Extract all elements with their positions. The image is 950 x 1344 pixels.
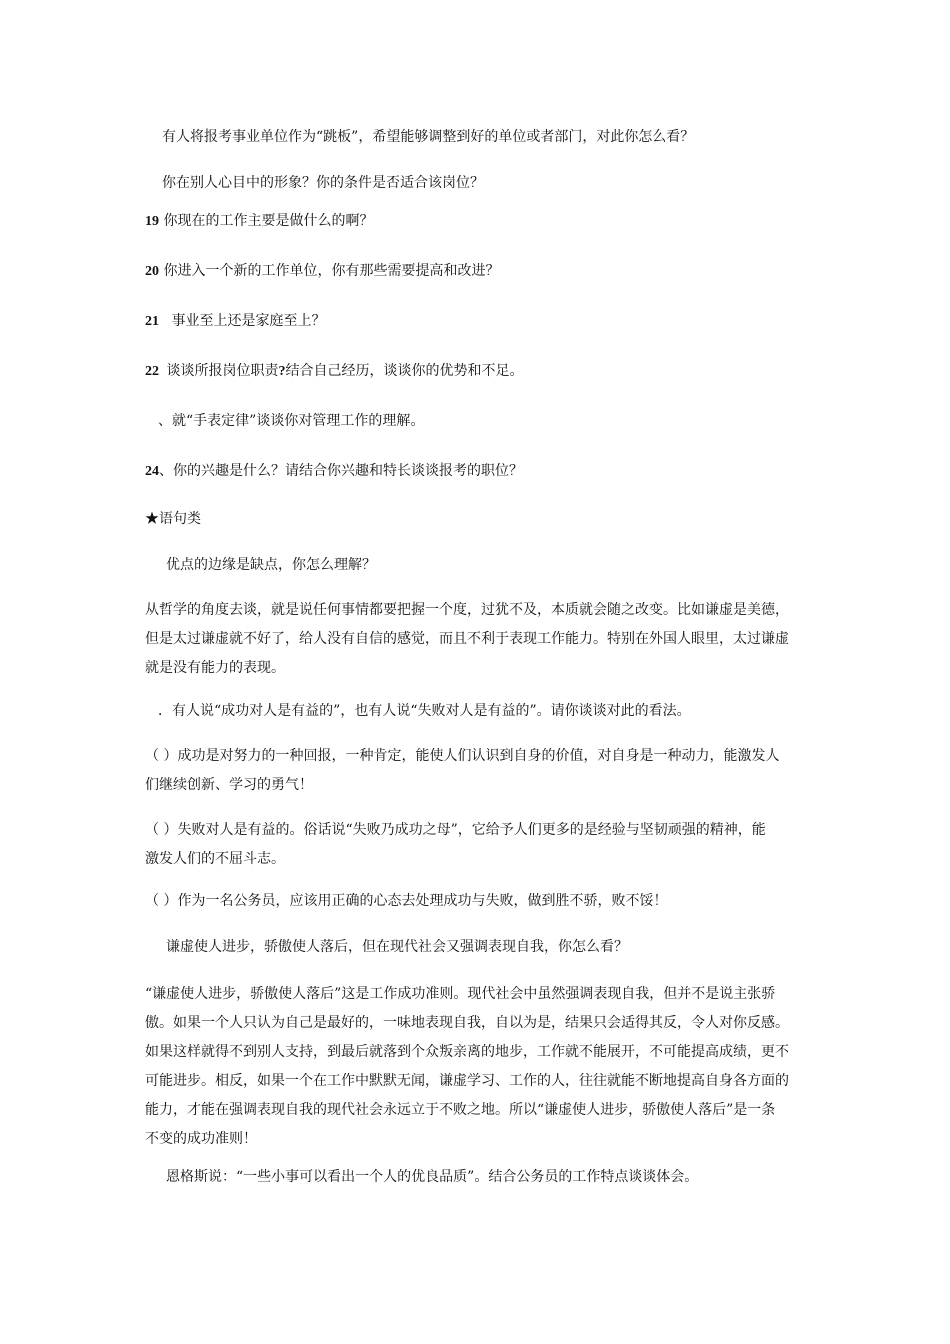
question-text: 事业至上还是家庭至上？: [171, 313, 326, 329]
answer-line-conclusion: （ ）作为一名公务员，应该用正确的心态去处理成功与失败，做到胜不骄，败不馁！: [145, 893, 668, 909]
question-text-rest: 结合自己经历，谈谈你的优势和不足。: [285, 363, 524, 379]
question-22: [145, 360, 523, 383]
paragraph-line: 傲。如果一个人只认为自己是最好的，一味地表现自我，自以为是，结果只会适得其反，令人对你反感。: [145, 1015, 789, 1031]
paragraph-line: 就是没有能力的表现。: [145, 660, 285, 676]
question-image: 你在别人心目中的形象？你的条件是否适合该岗位？: [162, 175, 484, 191]
paragraph-line: （ ）失败对人是有益的。俗话说“失败乃成功之母”，它给予人们更多的是经验与坚韧顽强的精神，能: [145, 822, 766, 838]
answer-paragraph-4: [145, 980, 810, 1154]
question-number: 20: [145, 264, 159, 279]
section-heading: ★语句类: [145, 511, 201, 527]
question-number: 24: [145, 464, 159, 479]
question-springboard: 有人将报考事业单位作为“跳板”，希望能够调整到好的单位或者部门，对此你怎么看？: [162, 129, 695, 145]
question-number: 19: [145, 214, 159, 229]
question-text: 、你的兴趣是什么？请结合你兴趣和特长谈谈报考的职位？: [159, 463, 523, 479]
answer-paragraph-2: [145, 742, 810, 800]
answer-paragraph-1: [145, 596, 810, 683]
paragraph-line: “谦虚使人进步，骄傲使人落后”这是工作成功准则。现代社会中虽然强调表现自我，但并不是说主张骄: [145, 986, 776, 1002]
paragraph-line: 不变的成功准则！: [145, 1131, 257, 1147]
statement-question-1: 优点的边缘是缺点，你怎么理解？: [166, 557, 376, 573]
paragraph-line: 们继续创新、学习的勇气！: [145, 777, 313, 793]
statement-question-4: 恩格斯说：“一些小事可以看出一个人的优良品质”。结合公务员的工作特点谈谈体会。: [166, 1169, 699, 1185]
question-text: 你进入一个新的工作单位，你有那些需要提高和改进？: [163, 263, 500, 279]
paragraph-line: 如果这样就得不到别人支持，到最后就落到个众叛亲离的地步，工作就不能展开，不可能提高成绩，更不: [145, 1044, 789, 1060]
question-number: 21: [145, 314, 159, 329]
paragraph-line: 从哲学的角度去谈，就是说任何事情都要把握一个度，过犹不及，本质就会随之改变。比如谦虚是美德，: [145, 602, 789, 618]
question-23: 、就“手表定律”谈谈你对管理工作的理解。: [158, 413, 425, 429]
question-text: 谈谈所报岗位职责: [166, 363, 279, 379]
paragraph-line: 但是太过谦虚就不好了，给人没有自信的感觉，而且不利于表现工作能力。特别在外国人眼里，太过谦虚: [145, 631, 789, 647]
question-mark: ?: [278, 364, 286, 379]
question-21: [145, 310, 325, 333]
paragraph-line: 能力，才能在强调表现自我的现代社会永远立于不败之地。所以“谦虚使人进步，骄傲使人落后”是一条: [145, 1102, 776, 1118]
answer-paragraph-3: [145, 816, 810, 874]
paragraph-line: 可能进步。相反，如果一个在工作中默默无闻，谦虚学习、工作的人，往往就能不断地提高自身各方面的: [145, 1073, 789, 1089]
question-19: [145, 210, 373, 233]
question-24: [145, 460, 523, 483]
paragraph-line: （ ）成功是对努力的一种回报，一种肯定，能使人们认识到自身的价值，对自身是一种动力，能激发人: [145, 748, 780, 764]
statement-question-2: ．有人说“成功对人是有益的”，也有人说“失败对人是有益的”。请你谈谈对此的看法。: [158, 703, 691, 719]
paragraph-line: 激发人们的不屈斗志。: [145, 851, 285, 867]
question-20: [145, 260, 499, 283]
question-text: 你现在的工作主要是做什么的啊？: [163, 213, 374, 229]
statement-question-3: 谦虚使人进步，骄傲使人落后，但在现代社会又强调表现自我，你怎么看？: [166, 939, 628, 955]
question-number: 22: [145, 364, 159, 379]
